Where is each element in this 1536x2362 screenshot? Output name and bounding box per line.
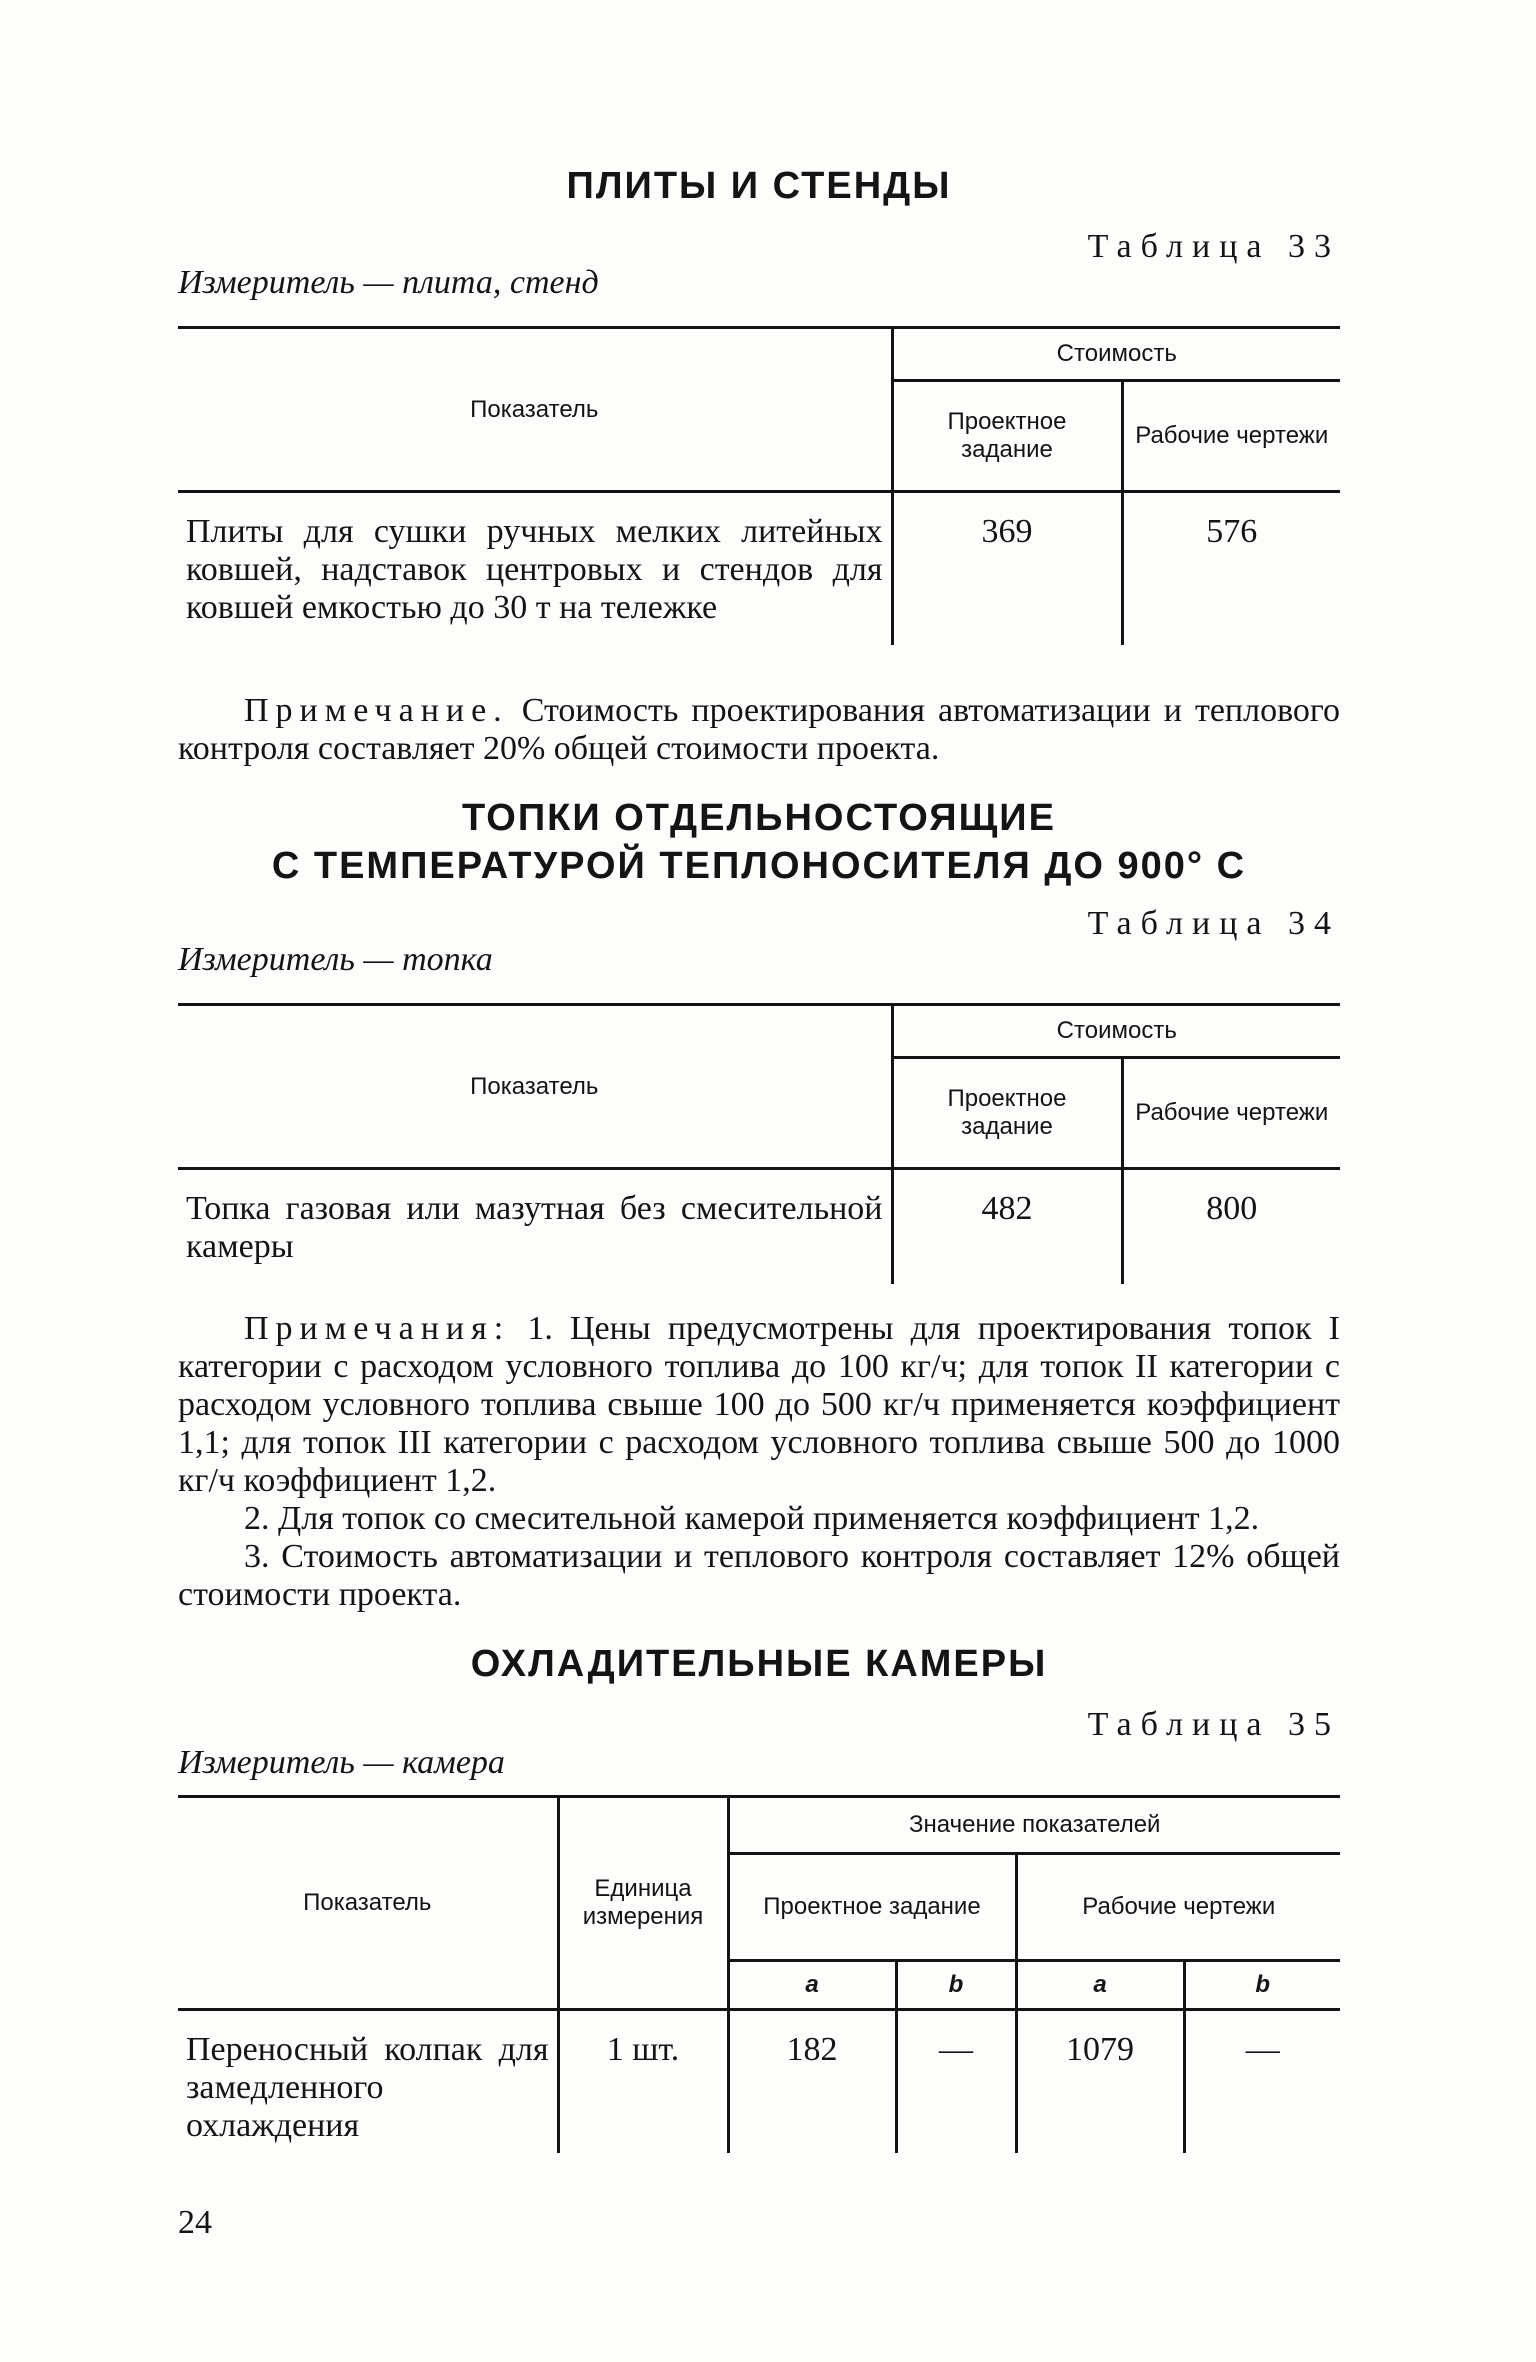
header-cost: Стоимость: [892, 1005, 1340, 1058]
note-2: 2. Для топок со смесительной камерой применяется коэффициент 1,2.: [244, 1500, 1260, 1537]
notes-label: Примечания:: [244, 1310, 511, 1347]
row-unit: 1 шт.: [558, 2010, 728, 2154]
table-number-34: Таблица 34: [1087, 905, 1340, 942]
row-project-cost: 369: [892, 492, 1122, 646]
table-meta-34: [178, 905, 1340, 1015]
page-number: 24: [178, 2204, 212, 2241]
table-row: [178, 2010, 1340, 2154]
row-project-b: —: [896, 2010, 1016, 2154]
note-label: Примечание.: [244, 692, 509, 729]
header-values: Значение показателей: [728, 1797, 1340, 1854]
measure-unit-34: Измеритель — топка: [178, 941, 493, 978]
header-cost: Стоимость: [892, 328, 1340, 381]
table-35: [178, 1795, 1340, 2153]
table-row: [178, 1169, 1340, 1285]
row-project-cost: 482: [892, 1169, 1122, 1285]
row-indicator: Плиты для сушки ручных мелких литейных ковшей, надставок центровых и стендов для ковшей емкостью до 30 т на тележке: [186, 513, 883, 626]
section-title-cooling-chambers: ОХЛАДИТЕЛЬНЫЕ КАМЕРЫ: [470, 1643, 1048, 1685]
header-drawings: Рабочие чертежи: [1122, 381, 1340, 492]
row-project-a: 182: [728, 2010, 896, 2154]
row-drawings-cost: 800: [1122, 1169, 1340, 1285]
header-drawings-b: b: [1184, 1961, 1340, 2010]
header-project-a: a: [728, 1961, 896, 2010]
header-project: Проектное задание: [728, 1854, 1016, 1961]
header-indicator: Показатель: [178, 328, 892, 492]
table-34: [178, 1003, 1340, 1284]
header-indicator: Показатель: [178, 1005, 892, 1169]
notes-34: [178, 1310, 1340, 1614]
measure-unit-33: Измеритель — плита, стенд: [178, 264, 599, 301]
note-33: [178, 692, 1340, 768]
table-number-35: Таблица 35: [1087, 1706, 1340, 1743]
header-drawings-a: a: [1016, 1961, 1184, 2010]
section-title-furnaces-line1: ТОПКИ ОТДЕЛЬНОСТОЯЩИЕ: [462, 797, 1056, 839]
header-drawings: Рабочие чертежи: [1122, 1058, 1340, 1169]
table-number-33: Таблица 33: [1087, 228, 1340, 265]
note-text: Стоимость проектирования автоматизации и теплового контроля составляет 20% общей стоимости проекта.: [178, 692, 1340, 767]
header-project: Проектное задание: [892, 381, 1122, 492]
section-title-plates: ПЛИТЫ И СТЕНДЫ: [566, 165, 952, 207]
row-indicator: Переносный колпак для замедленного охлаждения: [186, 2031, 549, 2144]
note-1: [178, 1310, 1340, 1500]
measure-unit-35: Измеритель — камера: [178, 1744, 505, 1781]
table-row: [178, 492, 1340, 646]
header-project: Проектное задание: [892, 1058, 1122, 1169]
row-drawings-b: —: [1184, 2010, 1340, 2154]
section-title-furnaces-line2: С ТЕМПЕРАТУРОЙ ТЕПЛОНОСИТЕЛЯ ДО 900° С: [271, 845, 1247, 887]
header-project-b: b: [896, 1961, 1016, 2010]
header-indicator: Показатель: [178, 1797, 558, 2010]
row-drawings-cost: 576: [1122, 492, 1340, 646]
note-1-text: 1. Цены предусмотрены для проектирования топок I категории с расходом условного топлива до 100 кг/ч; для топок II категории с расходом условного топлива свыше 100 до 500 кг/ч применяется коэффициент 1,1; для топок III категории с расходом условного топлива свыше 500 до 1000 кг/ч коэффициент 1,2.: [178, 1310, 1340, 1499]
row-drawings-a: 1079: [1016, 2010, 1184, 2154]
table-33: [178, 326, 1340, 645]
header-drawings: Рабочие чертежи: [1016, 1854, 1340, 1961]
note-3: 3. Стоимость автоматизации и теплового контроля составляет 12% общей стоимости проекта.: [178, 1538, 1340, 1613]
table-meta-33: [178, 228, 1340, 338]
header-unit: Единица измерения: [558, 1797, 728, 2010]
row-indicator: Топка газовая или мазутная без смесительной камеры: [186, 1190, 883, 1265]
